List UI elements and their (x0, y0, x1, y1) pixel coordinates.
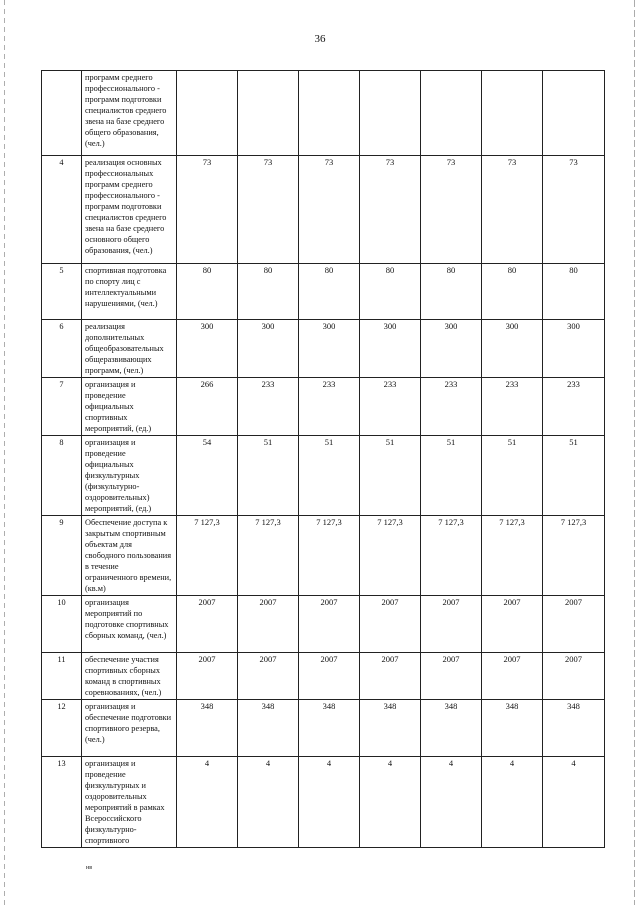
value-cell: 4 (543, 757, 605, 848)
value-cell: 233 (421, 378, 482, 436)
table-row (42, 757, 605, 848)
value-cell (543, 71, 605, 156)
value-cell: 80 (299, 264, 360, 320)
value-cell: 233 (238, 378, 299, 436)
value-cell: 2007 (482, 596, 543, 653)
value-cell: 2007 (482, 653, 543, 700)
value-cell: 2007 (238, 653, 299, 700)
row-number: 5 (42, 264, 82, 320)
value-cell: 4 (482, 757, 543, 848)
row-description: реализация основных профессиональных программ среднего профессионального - программ подготовки специалистов среднего звена на базе среднего основного общего образования, (чел.) (82, 156, 177, 264)
value-cell: 7 127,3 (543, 516, 605, 596)
value-cell: 4 (421, 757, 482, 848)
value-cell: 54 (177, 436, 238, 516)
value-cell: 7 127,3 (177, 516, 238, 596)
value-cell: 2007 (177, 596, 238, 653)
value-cell: 300 (299, 320, 360, 378)
value-cell: 73 (543, 156, 605, 264)
value-cell: 73 (299, 156, 360, 264)
value-cell: 73 (360, 156, 421, 264)
value-cell: 7 127,3 (238, 516, 299, 596)
row-number: 6 (42, 320, 82, 378)
row-number: 8 (42, 436, 82, 516)
value-cell: 2007 (299, 596, 360, 653)
table-row (42, 516, 605, 596)
value-cell: 348 (360, 700, 421, 757)
row-number: 4 (42, 156, 82, 264)
value-cell: 233 (482, 378, 543, 436)
value-cell (177, 71, 238, 156)
value-cell: 300 (238, 320, 299, 378)
value-cell: 300 (543, 320, 605, 378)
row-number: 12 (42, 700, 82, 757)
value-cell: 300 (421, 320, 482, 378)
value-cell: 266 (177, 378, 238, 436)
row-description: спортивная подготовка по спорту лиц с интеллектуальными нарушениями, (чел.) (82, 264, 177, 320)
row-description: программ среднего профессионального - программ подготовки специалистов среднего звена на базе среднего общего образования, (чел.) (82, 71, 177, 156)
value-cell: 80 (482, 264, 543, 320)
row-description: Обеспечение доступа к закрытым спортивным объектам для свободного пользования в течение ограниченного времени, (кв.м) (82, 516, 177, 596)
value-cell: 7 127,3 (482, 516, 543, 596)
value-cell: 2007 (543, 596, 605, 653)
value-cell: 2007 (177, 653, 238, 700)
table-row (42, 156, 605, 264)
value-cell: 2007 (421, 596, 482, 653)
value-cell: 4 (299, 757, 360, 848)
value-cell: 300 (482, 320, 543, 378)
value-cell: 2007 (360, 653, 421, 700)
value-cell: 7 127,3 (299, 516, 360, 596)
value-cell: 51 (543, 436, 605, 516)
value-cell: 7 127,3 (421, 516, 482, 596)
footer-mark: нв (86, 865, 93, 871)
value-cell: 2007 (238, 596, 299, 653)
value-cell: 4 (177, 757, 238, 848)
value-cell: 73 (238, 156, 299, 264)
row-number: 9 (42, 516, 82, 596)
value-cell: 233 (299, 378, 360, 436)
value-cell: 233 (360, 378, 421, 436)
value-cell: 348 (543, 700, 605, 757)
value-cell: 348 (421, 700, 482, 757)
row-description: обеспечение участия спортивных сборных команд в спортивных соревнованиях, (чел.) (82, 653, 177, 700)
scan-edge-right (634, 0, 635, 905)
row-number: 11 (42, 653, 82, 700)
row-number: 10 (42, 596, 82, 653)
value-cell: 348 (299, 700, 360, 757)
value-cell: 233 (543, 378, 605, 436)
value-cell: 80 (238, 264, 299, 320)
value-cell: 2007 (543, 653, 605, 700)
table-row (42, 436, 605, 516)
row-number: 7 (42, 378, 82, 436)
row-description: организация и обеспечение подготовки спортивного резерва, (чел.) (82, 700, 177, 757)
value-cell (421, 71, 482, 156)
value-cell: 348 (482, 700, 543, 757)
scan-edge-left (4, 0, 5, 905)
table-row (42, 264, 605, 320)
value-cell: 4 (238, 757, 299, 848)
value-cell: 80 (177, 264, 238, 320)
value-cell (482, 71, 543, 156)
value-cell (360, 71, 421, 156)
page-number: 36 (314, 33, 326, 45)
value-cell: 300 (360, 320, 421, 378)
value-cell: 7 127,3 (360, 516, 421, 596)
row-description: организация и проведение физкультурных и оздоровительных мероприятий в рамках Всероссийского физкультурно-спортивного (82, 757, 177, 848)
value-cell: 73 (482, 156, 543, 264)
row-description: организация мероприятий по подготовке спортивных сборных команд, (чел.) (82, 596, 177, 653)
value-cell: 73 (177, 156, 238, 264)
value-cell: 51 (299, 436, 360, 516)
table-row (42, 320, 605, 378)
value-cell: 80 (421, 264, 482, 320)
value-cell: 2007 (299, 653, 360, 700)
value-cell: 73 (421, 156, 482, 264)
table-row (42, 71, 605, 156)
value-cell: 51 (238, 436, 299, 516)
value-cell: 300 (177, 320, 238, 378)
row-number: 13 (42, 757, 82, 848)
row-description: организация и проведение официальных спортивных мероприятий, (ед.) (82, 378, 177, 436)
value-cell: 2007 (360, 596, 421, 653)
table-row (42, 378, 605, 436)
value-cell: 51 (421, 436, 482, 516)
value-cell (299, 71, 360, 156)
value-cell: 51 (360, 436, 421, 516)
value-cell: 51 (482, 436, 543, 516)
data-table (41, 70, 605, 848)
table-row (42, 700, 605, 757)
value-cell (238, 71, 299, 156)
row-description: организация и проведение официальных физкультурных (физкультурно-оздоровительных) мероприятий, (ед.) (82, 436, 177, 516)
row-description: реализация дополнительных общеобразовательных общеразвивающих программ, (чел.) (82, 320, 177, 378)
value-cell: 80 (360, 264, 421, 320)
value-cell: 348 (238, 700, 299, 757)
value-cell: 2007 (421, 653, 482, 700)
table-row (42, 653, 605, 700)
table-row (42, 596, 605, 653)
row-number (42, 71, 82, 156)
value-cell: 80 (543, 264, 605, 320)
value-cell: 4 (360, 757, 421, 848)
table-body (42, 71, 605, 848)
value-cell: 348 (177, 700, 238, 757)
